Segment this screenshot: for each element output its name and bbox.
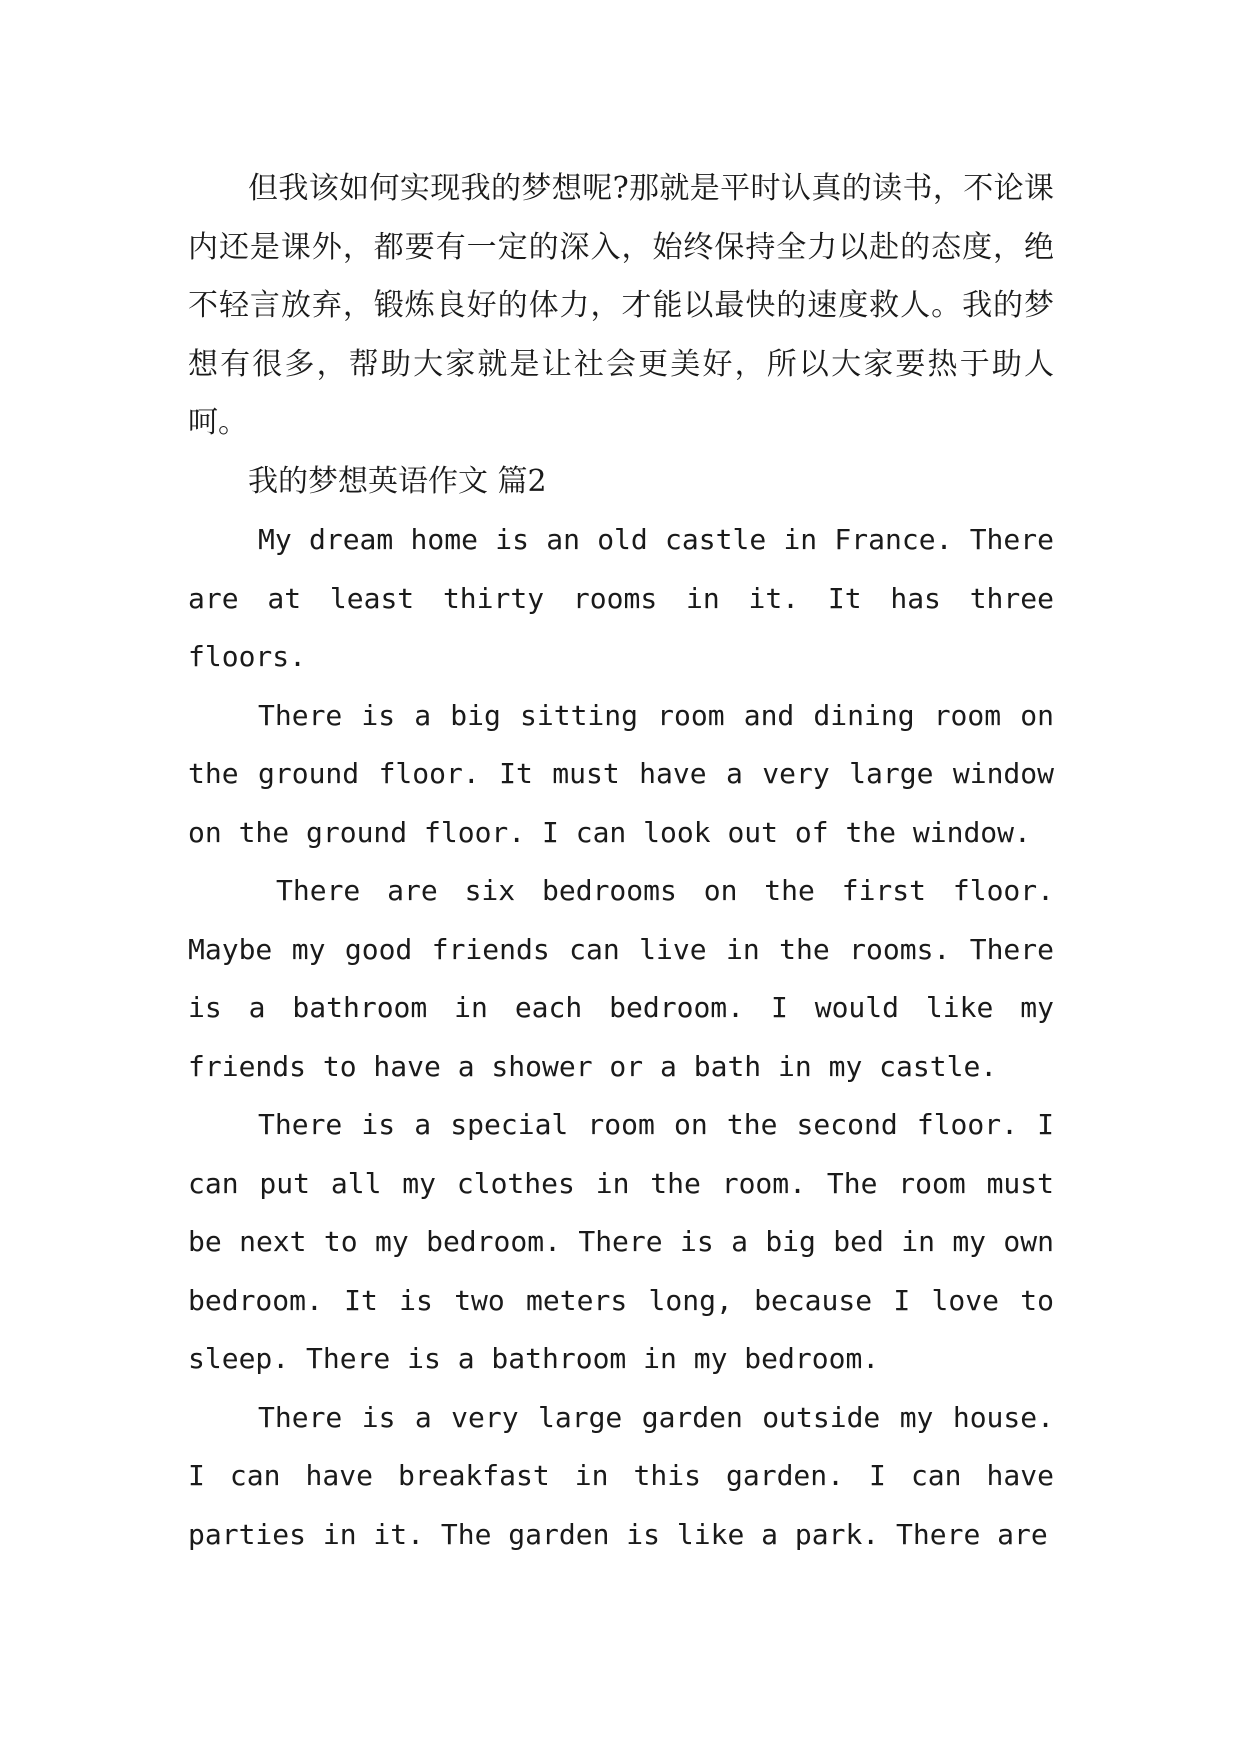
section-heading: 我的梦想英语作文 篇2 (248, 463, 547, 499)
paragraph-dream-home: My dream home is an old castle in France. There are at least thirty rooms in it. It has three floors. (188, 523, 1054, 673)
paragraph-ground-floor: There is a big sitting room and dining room on the ground floor. It must have a very large window on the ground floor. I can look out of the window. (188, 698, 1054, 849)
document-page (188, 160, 1054, 1564)
paragraph-chinese-dream: 但我该如何实现我的梦想呢?那就是平时认真的读书，不论课内还是课外，都要有一定的深入，始终保持全力以赴的态度，绝不轻言放弃，锻炼良好的体力，才能以最快的速度救人。我的梦想有很多，帮助大家就是让社会更美好，所以大家要热于助人呵。 (188, 171, 1054, 440)
paragraph-first-floor: There are six bedrooms on the first floor. Maybe my good friends can live in the rooms. There is a bathroom in each bedroom. I would like my friends to have a shower or a bath in my castle. (188, 874, 1054, 1083)
paragraph-garden: There is a very large garden outside my house. I can have breakfast in this garden. I can have parties in it. The garden is like a park. There are (188, 1400, 1054, 1551)
paragraph-second-floor: There is a special room on the second floor. I can put all my clothes in the room. The room must be next to my bedroom. There is a big bed in my own bedroom. It is two meters long, because I love to sleep. There is a bathroom in my bedroom. (188, 1108, 1054, 1375)
